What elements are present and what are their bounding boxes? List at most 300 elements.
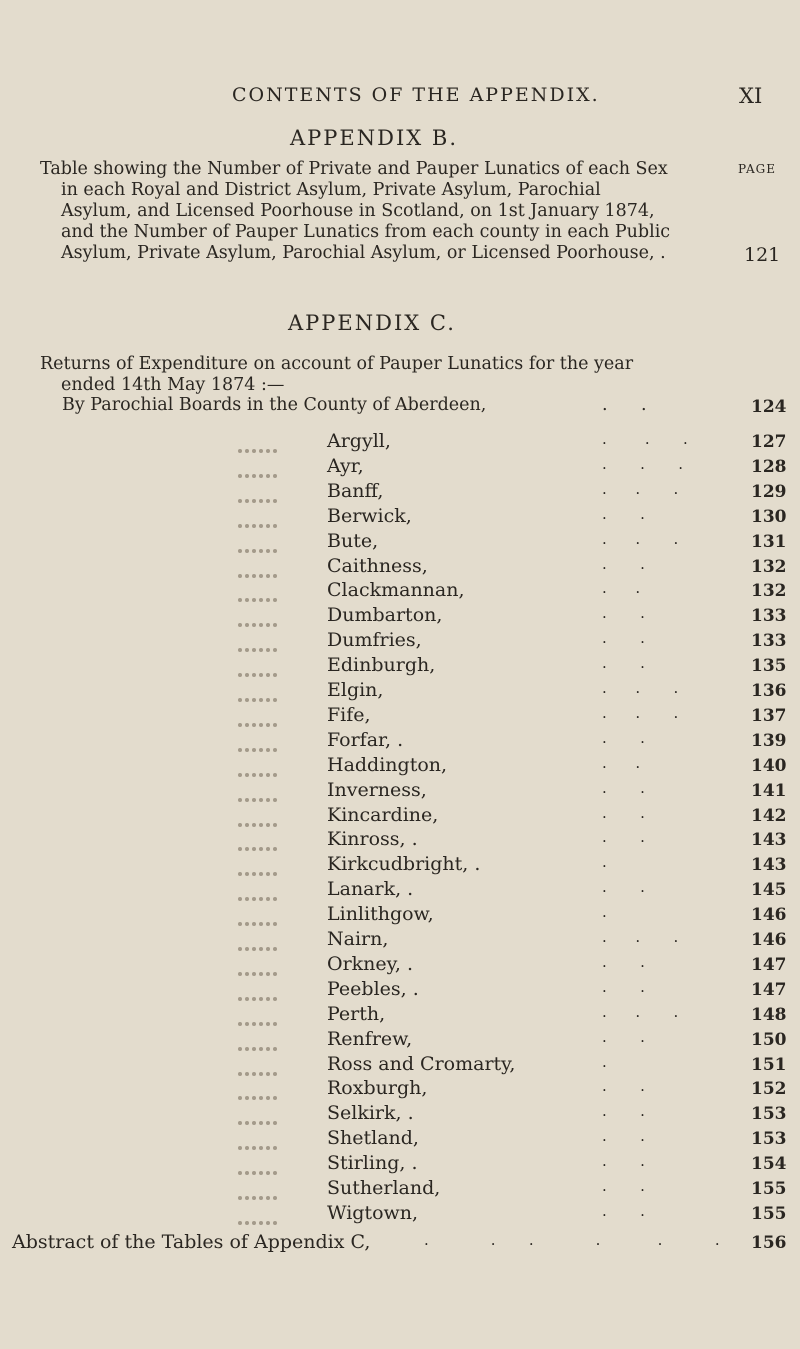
ditto-dot — [245, 1121, 249, 1125]
county-name: Selkirk, . — [327, 1102, 414, 1124]
county-name: Dumfries, — [327, 629, 422, 651]
county-name: Forfar, . — [327, 729, 404, 751]
county-name: Clackmannan, — [327, 579, 465, 601]
ditto-dots — [238, 886, 284, 894]
county-page: 132 — [751, 557, 787, 577]
appendix-b-heading: APPENDIX B. — [290, 126, 458, 150]
ditto-dots — [238, 737, 284, 745]
ditto-dots — [238, 612, 284, 620]
ditto-dot — [259, 1196, 263, 1200]
ditto-dot — [273, 947, 277, 951]
county-name: Inverness, — [327, 779, 427, 801]
ditto-dot — [273, 1171, 277, 1175]
ditto-dot — [266, 972, 270, 976]
ditto-dot — [238, 1072, 242, 1076]
ditto-dot — [273, 549, 277, 553]
ditto-dot — [259, 673, 263, 677]
ditto-dot — [245, 474, 249, 478]
ditto-dot — [259, 1171, 263, 1175]
appendix-b-line: in each Royal and District Asylum, Private Asylum, Parochial — [61, 180, 601, 200]
county-name: Dumbarton, — [327, 604, 443, 626]
ditto-dot — [273, 997, 277, 1001]
ditto-dot — [245, 623, 249, 627]
county-name: Stirling, . — [327, 1152, 418, 1174]
ditto-dot — [238, 1121, 242, 1125]
ditto-dot — [238, 798, 242, 802]
county-name: Nairn, — [327, 928, 389, 950]
ditto-dot — [245, 524, 249, 528]
ditto-dot — [273, 748, 277, 752]
county-name: Shetland, — [327, 1127, 419, 1149]
ditto-dot — [238, 698, 242, 702]
ditto-dot — [252, 648, 256, 652]
ditto-dot — [266, 997, 270, 1001]
ditto-dot — [252, 1072, 256, 1076]
ditto-dots — [238, 1085, 284, 1093]
county-leaders: . . — [602, 555, 645, 573]
ditto-dots — [238, 1135, 284, 1143]
ditto-dots — [238, 1160, 284, 1168]
county-leaders: . . — [602, 878, 645, 896]
ditto-dot — [252, 723, 256, 727]
appendix-b-line: Asylum, Private Asylum, Parochial Asylum, or Licensed Poorhouse, . — [61, 243, 666, 263]
ditto-dot — [259, 823, 263, 827]
county-name: Peebles, . — [327, 978, 419, 1000]
county-page: 153 — [751, 1104, 787, 1124]
county-name: Bute, — [327, 530, 379, 552]
ditto-dot — [252, 524, 256, 528]
ditto-dot — [238, 1221, 242, 1225]
ditto-dots — [238, 861, 284, 869]
county-leaders: . — [602, 903, 607, 921]
intro-line: Returns of Expenditure on account of Pauper Lunatics for the year — [40, 354, 634, 374]
ditto-dot — [245, 1196, 249, 1200]
ditto-dot — [273, 922, 277, 926]
ditto-dot — [266, 748, 270, 752]
ditto-dots — [238, 762, 284, 770]
appendix-c-intro — [40, 354, 633, 396]
ditto-dot — [252, 922, 256, 926]
ditto-dot — [252, 1196, 256, 1200]
ditto-dots — [238, 787, 284, 795]
county-page: 141 — [751, 781, 787, 801]
ditto-dot — [259, 872, 263, 876]
ditto-dot — [273, 524, 277, 528]
ditto-dots — [238, 563, 284, 571]
page-numeral: XI — [739, 84, 763, 108]
ditto-dot — [238, 922, 242, 926]
ditto-dot — [252, 499, 256, 503]
ditto-dots — [238, 812, 284, 820]
ditto-dots — [238, 513, 284, 521]
ditto-dot — [273, 1022, 277, 1026]
ditto-dot — [273, 847, 277, 851]
ditto-dot — [266, 1146, 270, 1150]
ditto-dots — [238, 1011, 284, 1019]
county-name: Argyll, — [327, 430, 391, 452]
ditto-dot — [259, 798, 263, 802]
ditto-dots — [238, 961, 284, 969]
county-page: 127 — [751, 432, 787, 452]
appendix-c-heading: APPENDIX C. — [288, 311, 456, 335]
county-page: 129 — [751, 482, 787, 502]
ditto-dot — [245, 922, 249, 926]
ditto-dot — [259, 648, 263, 652]
county-page: 128 — [751, 457, 787, 477]
ditto-dot — [259, 1121, 263, 1125]
ditto-dots — [238, 836, 284, 844]
ditto-dot — [238, 1022, 242, 1026]
county-name: Ross and Cromarty, — [327, 1053, 516, 1075]
ditto-dot — [245, 1022, 249, 1026]
ditto-dot — [266, 499, 270, 503]
appendix-b-line: Table showing the Number of Private and Pauper Lunatics of each Sex — [40, 159, 668, 179]
county-leaders: . . . — [602, 704, 679, 722]
ditto-dot — [238, 748, 242, 752]
ditto-dot — [252, 474, 256, 478]
ditto-dot — [238, 598, 242, 602]
ditto-dot — [245, 823, 249, 827]
ditto-dot — [266, 1171, 270, 1175]
ditto-dot — [238, 847, 242, 851]
ditto-dot — [273, 972, 277, 976]
ditto-dot — [238, 449, 242, 453]
ditto-dot — [266, 947, 270, 951]
ditto-dot — [238, 1096, 242, 1100]
county-name: Berwick, — [327, 505, 412, 527]
ditto-dot — [266, 798, 270, 802]
ditto-dot — [259, 972, 263, 976]
ditto-dot — [266, 673, 270, 677]
ditto-dots — [238, 1185, 284, 1193]
ditto-dot — [273, 673, 277, 677]
ditto-dot — [245, 1072, 249, 1076]
ditto-dot — [266, 598, 270, 602]
ditto-dot — [252, 1096, 256, 1100]
ditto-dot — [238, 1146, 242, 1150]
ditto-dot — [245, 549, 249, 553]
county-leaders: . . — [602, 729, 645, 747]
county-page: 152 — [751, 1079, 787, 1099]
ditto-dot — [266, 474, 270, 478]
ditto-dot — [238, 499, 242, 503]
county-name: Elgin, — [327, 679, 384, 701]
ditto-dot — [266, 574, 270, 578]
county-page: 135 — [751, 656, 787, 676]
county-leaders: . . . — [602, 455, 684, 473]
county-leaders: . . . — [602, 679, 679, 697]
ditto-dot — [259, 723, 263, 727]
county-name: Haddington, — [327, 754, 448, 776]
ditto-dot — [273, 1221, 277, 1225]
ditto-dot — [245, 1171, 249, 1175]
ditto-dot — [252, 449, 256, 453]
ditto-dot — [266, 823, 270, 827]
ditto-dot — [266, 1047, 270, 1051]
ditto-dot — [273, 798, 277, 802]
ditto-dots — [238, 662, 284, 670]
county-leaders: . . . — [602, 1003, 679, 1021]
ditto-dots — [238, 1036, 284, 1044]
ditto-dot — [245, 574, 249, 578]
county-page: 146 — [751, 905, 787, 925]
ditto-dot — [238, 1047, 242, 1051]
appendix-b-page: 121 — [744, 244, 781, 266]
county-name: Wigtown, — [327, 1202, 419, 1224]
county-leaders: . . . — [602, 928, 679, 946]
ditto-dot — [245, 1221, 249, 1225]
ditto-dot — [266, 922, 270, 926]
abstract-line — [12, 1231, 720, 1253]
ditto-dot — [266, 449, 270, 453]
ditto-dot — [238, 773, 242, 777]
ditto-dot — [245, 847, 249, 851]
ditto-dot — [252, 1022, 256, 1026]
ditto-dots — [238, 463, 284, 471]
county-leaders: . . — [602, 629, 645, 647]
ditto-dot — [259, 897, 263, 901]
county-leaders: . . — [602, 505, 645, 523]
ditto-dot — [245, 997, 249, 1001]
ditto-dot — [266, 1022, 270, 1026]
county-name: Ayr, — [327, 455, 364, 477]
ditto-dot — [259, 474, 263, 478]
ditto-dot — [273, 698, 277, 702]
ditto-dot — [238, 1171, 242, 1175]
ditto-dots — [238, 1110, 284, 1118]
ditto-dot — [252, 947, 256, 951]
ditto-dot — [266, 1096, 270, 1100]
ditto-dot — [273, 1146, 277, 1150]
ditto-dots — [238, 587, 284, 595]
county-name: Perth, — [327, 1003, 386, 1025]
ditto-dot — [238, 823, 242, 827]
county-page: 139 — [751, 731, 787, 751]
county-leaders: . . . — [602, 430, 688, 448]
ditto-dot — [245, 798, 249, 802]
ditto-dot — [245, 598, 249, 602]
county-name: Roxburgh, — [327, 1077, 428, 1099]
county-leaders: . . — [602, 978, 645, 996]
ditto-dot — [245, 499, 249, 503]
appendix-b-line: Asylum, and Licensed Poorhouse in Scotland, on 1st January 1874, — [61, 201, 655, 221]
by-line-leaders: . . — [602, 395, 647, 415]
ditto-dot — [273, 872, 277, 876]
ditto-dots — [238, 911, 284, 919]
page-column-label: PAGE — [738, 162, 776, 176]
ditto-dots — [238, 712, 284, 720]
county-page: 147 — [751, 955, 787, 975]
county-leaders: . . — [602, 1077, 645, 1095]
ditto-dot — [238, 673, 242, 677]
ditto-dot — [266, 897, 270, 901]
county-name: Kinross, . — [327, 828, 418, 850]
ditto-dot — [259, 748, 263, 752]
ditto-dot — [252, 698, 256, 702]
county-name: Sutherland, — [327, 1177, 441, 1199]
ditto-dot — [273, 1096, 277, 1100]
county-page: 148 — [751, 1005, 787, 1025]
ditto-dot — [252, 798, 256, 802]
county-leaders: . . — [602, 654, 645, 672]
ditto-dot — [266, 1196, 270, 1200]
county-page: 136 — [751, 681, 787, 701]
county-page: 153 — [751, 1129, 787, 1149]
ditto-dot — [252, 574, 256, 578]
county-name: Orkney, . — [327, 953, 413, 975]
ditto-dot — [252, 623, 256, 627]
county-page: 143 — [751, 855, 787, 875]
county-page: 151 — [751, 1055, 787, 1075]
ditto-dots — [238, 936, 284, 944]
county-name: Linlithgow, — [327, 903, 434, 925]
county-page: 131 — [751, 532, 787, 552]
ditto-dot — [245, 773, 249, 777]
ditto-dot — [238, 1196, 242, 1200]
county-leaders: . . — [602, 1127, 645, 1145]
ditto-dot — [259, 623, 263, 627]
ditto-dot — [238, 574, 242, 578]
ditto-dot — [238, 723, 242, 727]
ditto-dot — [273, 1072, 277, 1076]
ditto-dot — [266, 623, 270, 627]
county-leaders: . — [602, 1053, 607, 1071]
county-name: Renfrew, — [327, 1028, 413, 1050]
ditto-dot — [252, 549, 256, 553]
ditto-dot — [252, 997, 256, 1001]
ditto-dot — [245, 947, 249, 951]
ditto-dot — [252, 598, 256, 602]
ditto-dot — [273, 1196, 277, 1200]
ditto-dot — [273, 773, 277, 777]
ditto-dot — [245, 648, 249, 652]
county-leaders: . . — [602, 1202, 645, 1220]
ditto-dot — [266, 872, 270, 876]
ditto-dot — [245, 1047, 249, 1051]
ditto-dot — [238, 897, 242, 901]
ditto-dots — [238, 1061, 284, 1069]
ditto-dots — [238, 986, 284, 994]
county-leaders: . . — [602, 828, 645, 846]
appendix-b-entry — [40, 159, 670, 264]
ditto-dot — [245, 723, 249, 727]
county-page: 142 — [751, 806, 787, 826]
county-leaders: . . — [602, 754, 641, 772]
ditto-dot — [266, 698, 270, 702]
ditto-dot — [238, 524, 242, 528]
county-leaders: . . — [602, 579, 641, 597]
county-page: 133 — [751, 606, 787, 626]
ditto-dot — [259, 574, 263, 578]
ditto-dots — [238, 637, 284, 645]
abstract-page: 156 — [751, 1233, 787, 1253]
ditto-dot — [238, 947, 242, 951]
ditto-dots — [238, 538, 284, 546]
ditto-dot — [266, 1072, 270, 1076]
ditto-dots — [238, 488, 284, 496]
county-page: 155 — [751, 1204, 787, 1224]
ditto-dot — [252, 673, 256, 677]
ditto-dot — [266, 773, 270, 777]
county-page: 140 — [751, 756, 787, 776]
ditto-dots — [238, 687, 284, 695]
county-name: Caithness, — [327, 555, 428, 577]
ditto-dot — [273, 723, 277, 727]
ditto-dot — [245, 673, 249, 677]
ditto-dot — [259, 1047, 263, 1051]
ditto-dot — [259, 1022, 263, 1026]
county-name: Edinburgh, — [327, 654, 436, 676]
county-leaders: . . — [602, 604, 645, 622]
ditto-dot — [273, 648, 277, 652]
county-page: 146 — [751, 930, 787, 950]
ditto-dot — [252, 1146, 256, 1150]
ditto-dot — [252, 748, 256, 752]
ditto-dot — [273, 499, 277, 503]
ditto-dot — [252, 1221, 256, 1225]
ditto-dot — [273, 623, 277, 627]
ditto-dot — [252, 897, 256, 901]
ditto-dot — [259, 1072, 263, 1076]
ditto-dot — [266, 1221, 270, 1225]
ditto-dot — [245, 748, 249, 752]
ditto-dot — [245, 972, 249, 976]
ditto-dot — [259, 449, 263, 453]
ditto-dot — [259, 1146, 263, 1150]
county-leaders: . . — [602, 1177, 645, 1195]
ditto-dot — [273, 474, 277, 478]
ditto-dot — [252, 773, 256, 777]
ditto-dot — [259, 698, 263, 702]
county-page: 147 — [751, 980, 787, 1000]
ditto-dot — [266, 524, 270, 528]
ditto-dot — [252, 847, 256, 851]
ditto-dot — [273, 574, 277, 578]
ditto-dot — [238, 872, 242, 876]
ditto-dot — [252, 1171, 256, 1175]
ditto-dot — [252, 872, 256, 876]
county-page: 143 — [751, 830, 787, 850]
ditto-dot — [266, 723, 270, 727]
county-page: 130 — [751, 507, 787, 527]
county-leaders: . . — [602, 1102, 645, 1120]
county-page: 155 — [751, 1179, 787, 1199]
ditto-dot — [238, 623, 242, 627]
by-line-text: By Parochial Boards in the County of Aberdeen, — [62, 395, 487, 415]
county-page: 150 — [751, 1030, 787, 1050]
county-leaders: . — [602, 853, 607, 871]
ditto-dot — [238, 648, 242, 652]
ditto-dot — [252, 972, 256, 976]
county-page: 154 — [751, 1154, 787, 1174]
appendix-b-line: and the Number of Pauper Lunatics from each county in each Public — [61, 222, 671, 242]
ditto-dot — [259, 598, 263, 602]
county-name: Banff, — [327, 480, 384, 502]
ditto-dot — [245, 897, 249, 901]
ditto-dot — [273, 449, 277, 453]
ditto-dot — [259, 773, 263, 777]
ditto-dot — [259, 947, 263, 951]
ditto-dot — [252, 823, 256, 827]
ditto-dot — [266, 648, 270, 652]
ditto-dot — [273, 1121, 277, 1125]
county-name: Lanark, . — [327, 878, 414, 900]
intro-line: ended 14th May 1874 :— — [61, 375, 285, 395]
running-header: CONTENTS OF THE APPENDIX. — [232, 84, 600, 106]
ditto-dot — [245, 449, 249, 453]
ditto-dot — [259, 549, 263, 553]
ditto-dot — [238, 972, 242, 976]
